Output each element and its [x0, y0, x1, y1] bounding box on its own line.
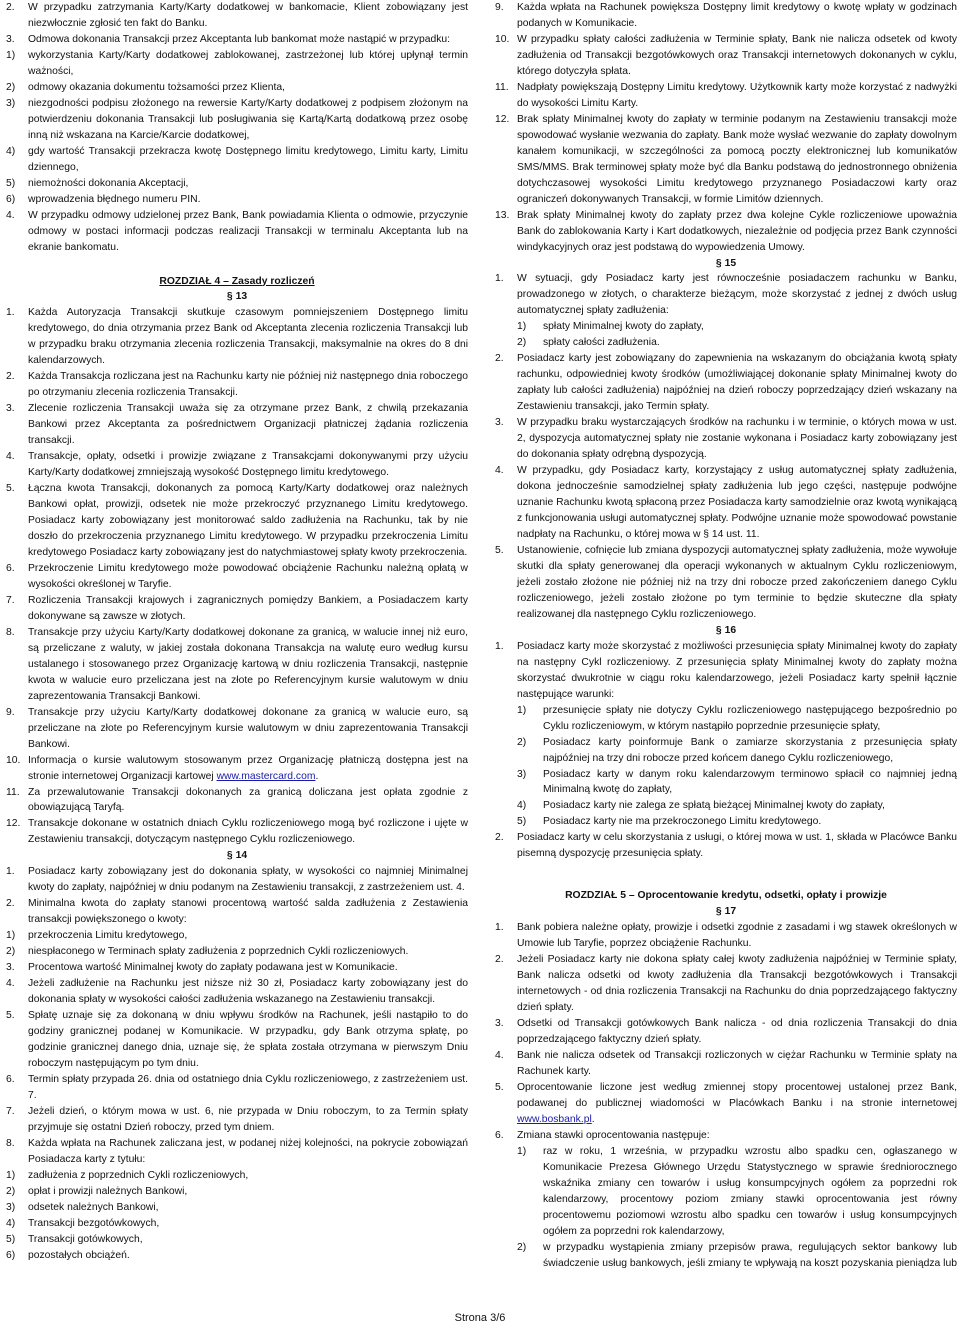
chapter-5-heading: [495, 888, 957, 904]
item-number: 5.: [495, 1081, 504, 1093]
item-text: Brak spłaty Minimalnej kwoty do zapłaty przez dwa kolejne Cykle rozliczeniowe upoważnia Bank do zablokowania Karty i Kart dodatkowych, niezależnie od podjęcia przez Bank czynności windykacyjnych oraz jest podstawą do wypowiedzenia Umowy.: [517, 209, 957, 253]
sub-list-item: [6, 1168, 468, 1184]
list-item: [495, 1048, 957, 1080]
item-number: 5.: [6, 1010, 15, 1022]
item-text: Zlecenie rozliczenia Transakcji uważa się za otrzymane przez Bank, z chwilą przekazania Bankowi przez Akceptanta za pośrednictwem Organizacji płatniczej żądania rozliczenia transakcji.: [28, 403, 468, 447]
item-number: 3): [517, 768, 527, 780]
item-number: 2): [517, 1241, 527, 1253]
list-item: [6, 192, 468, 208]
chapter-title: ROZDZIAŁ 4 – Zasady rozliczeń: [159, 275, 315, 287]
item-text: Termin spłaty przypada 26. dnia od ostatniego dnia Cyklu rozliczeniowego, z zastrzeżeniem ust. 7.: [28, 1073, 468, 1101]
list-item: [495, 415, 957, 463]
list-item: [6, 449, 468, 481]
sub-list-item: [6, 928, 468, 944]
list-item: [6, 1136, 468, 1168]
list-item: [495, 271, 957, 319]
item-number: 6.: [6, 1073, 15, 1085]
list-item: [495, 208, 957, 256]
item-number: 4.: [495, 1050, 504, 1061]
item-number: 4): [6, 145, 16, 157]
item-number: 2): [517, 736, 527, 748]
section-15-heading: § 15: [715, 257, 737, 269]
page-footer: Strona 3/6: [454, 1312, 506, 1324]
list-item: [6, 305, 468, 369]
item-number: 5): [6, 1233, 16, 1245]
item-text: niespłaconego w Terminach spłaty zadłużenia z poprzednich Cykli rozliczeniowych.: [28, 946, 409, 958]
item-number: 1): [517, 704, 527, 716]
list-item: [6, 816, 468, 848]
section-17-heading: § 17: [715, 906, 737, 918]
section-15-item-1-sublist: [495, 319, 957, 351]
section-17-item-6-sublist: [495, 1144, 957, 1272]
item-number: 2.: [6, 371, 15, 383]
sub-list-item: [495, 319, 957, 335]
item-number: 4): [517, 800, 527, 812]
item-number: 13.: [495, 209, 510, 221]
sub-list-item: [495, 767, 957, 799]
list-item: [6, 96, 468, 144]
section-13-list: [6, 305, 468, 752]
item-number: 1.: [6, 307, 15, 319]
section-14-list-right: [495, 0, 957, 256]
item-number: 6): [6, 193, 16, 205]
item-number: 4.: [6, 209, 15, 221]
item-text: Rozliczenia Transakcji krajowych i zagranicznych pomiędzy Bankiem, a Posiadaczem karty dokonywane są zawsze w złotych.: [28, 594, 468, 622]
list-item: [6, 864, 468, 896]
item-number: 2): [6, 81, 16, 93]
item-text-end: .: [591, 1113, 595, 1125]
section-16-list-cont: [495, 830, 957, 862]
section-14-list: [6, 864, 468, 928]
list-item: [495, 0, 957, 32]
item-number: 1): [517, 1145, 527, 1157]
item-number: 2): [517, 337, 527, 349]
item-number: 8.: [6, 1137, 15, 1149]
list-item: [495, 920, 957, 952]
item-number: 2.: [495, 353, 504, 365]
sub-list-item: [6, 944, 468, 960]
list-item: [495, 639, 957, 703]
section-16-list: [495, 639, 957, 703]
section-number: 13: [235, 291, 248, 303]
item-text: Posiadacz karty w danym roku kalendarzowym terminowo spłacił co najmniej jedną Minimalną kwotę do zapłaty,: [543, 768, 957, 796]
item-text: Odmowa dokonania Transakcji przez Akceptanta lub bankomat może nastąpić w przypadku:: [28, 33, 451, 45]
item-number: 6.: [495, 1129, 504, 1141]
section-number: 15: [724, 257, 737, 269]
item-text: odsetek należnych Bankowi,: [28, 1201, 159, 1213]
list-item: [6, 401, 468, 449]
item-number: 5.: [6, 483, 15, 495]
item-text: W przypadku odmowy udzielonej przez Bank, Bank powiadamia Klienta o odmowie, przyczynie odmowy w postaci informacji podczas realizacji Transakcji w terminalu Akceptanta lub na ekranie bankomatu.: [28, 209, 468, 253]
paragraph-4: [6, 208, 468, 256]
item-text: przekroczenia Limitu kredytowego,: [28, 930, 188, 942]
list-item: [495, 112, 957, 208]
list-item: [495, 830, 957, 862]
item-text: Przekroczenie Limitu kredytowego może powodować obciążenie Rachunku należną opłatą w wysokości określonej w Taryfie.: [28, 562, 468, 590]
sub-list-item: [6, 1200, 468, 1216]
item-text: Posiadacz karty w celu skorzystania z usługi, o której mowa w ust. 1, składa w Placówce Banku pisemną dyspozycję przesunięcia spłaty.: [517, 832, 957, 860]
item-text: raz w roku, 1 września, w przypadku wzrostu albo spadku cen, ogłaszanego w Komunikacie Prezesa Głównego Urzędu Statystycznego w sprawie średniorocznego wskaźnika zmiany cen towarów i usług konsumpcyjnych ogółem za poprzedni rok kalendarzowy, procentowy poziom zmiany stawki oprocentowania jest równy procentowemu poziomowi wzrostu albo spadku cen towarów i usług konsumpcyjnych ogółem za poprzedni rok kalendarzowy,: [543, 1145, 957, 1237]
item-number: 1): [6, 930, 16, 942]
item-text: niemożności dokonania Akceptacji,: [28, 177, 189, 189]
item-text: Transakcji gotówkowych,: [28, 1233, 143, 1245]
item-text: wykorzystania Karty/Karty dodatkowej zablokowanej, zastrzeżonej lub której upłynął termin ważności,: [28, 49, 468, 77]
item-number: 9.: [6, 706, 15, 718]
item-text: Transakcje przy użyciu Karty/Karty dodatkowej dokonane za granicą w walucie euro, są przeliczane na złote po Referencyjnym kursie walutowym w dniu zaprezentowania Transakcji Bankowi.: [28, 706, 468, 750]
item-number: 5): [6, 177, 16, 189]
section-number: 14: [235, 850, 248, 862]
sub-list-item: [495, 703, 957, 735]
item-number: 2.: [6, 2, 15, 13]
item-number: 2.: [495, 954, 504, 966]
section-15-list: [495, 271, 957, 319]
right-column: [495, 0, 957, 1272]
section-14-heading: § 14: [226, 850, 248, 862]
section-16-item-1-sublist: [495, 703, 957, 831]
list-item: [6, 144, 468, 176]
item-number: 6): [6, 1249, 16, 1261]
chapter-4-heading: [6, 274, 468, 290]
list-item: [6, 960, 468, 976]
item-text: W przypadku braku wystarczających środków na rachunku i w terminie, o których mowa w ust. 2, dyspozycja automatycznej spłaty nie zostanie wykonana i Posiadacz karty zobowiązany jest do dokonania spłaty odrębną dyspozycją.: [517, 417, 957, 461]
item-text: Transakcje przy użyciu Karty/Karty dodatkowej dokonane za granicą, w walucie innej niż euro, są przeliczane z waluty, w jakiej została dokonana Transakcja na walutę euro według kursu ustalanego i stosowanego przez Organizację kartową w dniu rozliczenia Transakcji, następnie kwota w walucie euro przeliczana jest na złote po Referencyjnym kursie walutowym w dniu zaprezentowania Transakcji Bankowi.: [28, 626, 468, 702]
item-number: 7.: [6, 594, 15, 606]
item-number: 10.: [495, 33, 510, 45]
section-14-item-8-sublist: [6, 1168, 468, 1264]
item-number: 1): [6, 49, 16, 61]
item-text: Transakcje dokonane w ostatnich dniach Cyklu rozliczeniowego mogą być rozliczone i ujęte w Zestawieniu transakcji, dotyczącym następnego Cyklu rozliczeniowego.: [28, 818, 468, 846]
list-item: [495, 351, 957, 415]
item-number: 3.: [6, 33, 15, 45]
item-number: 4.: [6, 451, 15, 463]
section-17-list: [495, 920, 957, 1080]
item-text: Każda wpłata na Rachunek powiększa Dostępny limit kredytowy o kwotę wpłaty w godzinach podanych w Komunikacie.: [517, 2, 957, 29]
item-text: W przypadku, gdy Posiadacz karty, korzystający z usług automatycznej spłaty zadłużenia, dokona jednocześnie samodzielnej spłaty zadłużenia lub jego części, następuje podwójne uznanie Rachunku kwotą spłaconą przez Posiadacza karty samodzielnie oraz kwotą wynikającą z funkcjonowania usługi automatycznej spłaty. Podwójne uznanie może spowodować powstanie nadpłaty na Rachunku, o której mowa w § 14 ust. 11.: [517, 465, 957, 540]
item-number: 7.: [6, 1105, 15, 1117]
item-number: 1.: [495, 922, 504, 934]
item-number: 12.: [6, 818, 21, 830]
sub-list-item: [6, 1232, 468, 1248]
item-text: Posiadacz karty zobowiązany jest do dokonania spłaty, w wysokości co najmniej Minimalnej kwoty do zapłaty, najpóźniej w dniu podanym na Zestawieniu transakcji, z zastrzeżeniem ust. 4.: [28, 866, 468, 894]
list-item: [495, 463, 957, 543]
item-text: Posiadacz karty nie zalega ze spłatą bieżącej Minimalnej kwoty do zapłaty,: [543, 800, 885, 812]
item-text: Informacja o kursie walutowym stosowanym przez Organizację płatniczą dostępna jest na stronie internetowej Organizacji kartowej: [28, 754, 468, 782]
item-number: 3.: [6, 403, 15, 415]
item-text: opłat i prowizji należnych Bankowi,: [28, 1185, 188, 1197]
sub-list-item: [495, 798, 957, 814]
list-item: [495, 543, 957, 623]
sub-list-item: [495, 335, 957, 351]
item-text: W przypadku zatrzymania Karty/Karty dodatkowej w bankomacie, Klient zobowiązany jest niezwłocznie zgłosić ten fakt do Banku.: [28, 2, 468, 29]
item-text: Posiadacz karty nie ma przekroczonego Limitu kredytowego.: [543, 816, 822, 828]
paragraph-2: [6, 0, 468, 32]
list-item: [495, 80, 957, 112]
item-text: W sytuacji, gdy Posiadacz karty jest równocześnie posiadaczem rachunku w Banku, prowadzonego w złotych, o charakterze bieżącym, może skorzystać z jednej z dwóch usług automatycznej spłaty zadłużenia:: [517, 273, 957, 317]
item-number: 1.: [495, 640, 504, 652]
list-item: [495, 1016, 957, 1048]
section-16-heading: § 16: [715, 624, 737, 636]
item-number: 3): [6, 97, 16, 109]
sub-list-item: [6, 1216, 468, 1232]
item-number: 3.: [495, 417, 504, 429]
item-text: Odsetki od Transakcji gotówkowych Bank nalicza - od dnia rozliczenia Transakcji do dnia poprzedzającego faktyczny dzień spłaty.: [517, 1018, 957, 1046]
item-number: 4): [6, 1217, 16, 1229]
item-text: Ustanowienie, cofnięcie lub zmiana dyspozycji automatycznej spłaty zadłużenia, może wywołuje skutki dla spłaty generowanej dla operacji wykonanych w aktualnym Cyklu rozliczeniowym, jeżeli zostało złożone nie później niż na trzy dni robocze przed zakończeniem danego Cyklu rozliczeniowego, jeżeli zostało złożone po tym terminie to będzie skuteczne dla spłaty realizowanej dla następnego Cyklu rozliczeniowego.: [517, 544, 957, 620]
item-number: 11.: [6, 786, 20, 798]
sub-list-item: [495, 1144, 957, 1240]
item-number: 12.: [495, 113, 510, 125]
item-number: 2): [6, 1185, 16, 1197]
list-item: [6, 976, 468, 1008]
section-13-item-10: [6, 753, 468, 785]
item-text: w przypadku wystąpienia zmiany przepisów prawa, regulujących sektor bankowy lub świadczenie usług bankowych, jeśli zmiany te wpływają na koszt pozyskania pieniądza lub: [543, 1241, 957, 1269]
item-number: 2.: [495, 832, 504, 844]
list-item: [6, 48, 468, 80]
sub-list-item: [495, 735, 957, 767]
item-text: Jeżeli Posiadacz karty nie dokona spłaty całej kwoty zadłużenia najpóźniej w Terminie spłaty, Bank nalicza odsetki od kwoty zadłużenia dla Transakcji bezgotówkowych i Transakcji internetowych - od dnia rozliczenia Transakcji na Rachunku do dnia poprzedzającego faktyczny dzień spłaty.: [517, 954, 957, 1014]
sub-list-item: [495, 1240, 957, 1272]
list-item: [6, 705, 468, 753]
list-item: [495, 952, 957, 1016]
item-text: niezgodności podpisu złożonego na rewersie Karty/Karty dodatkowej z podpisem złożonym na potwierdzeniu dokonania Transakcji lub posługiwania się Kartą/Kartą dodatkową przez osobę inną niż wskazana na Karcie/Karcie dodatkowej,: [28, 97, 468, 141]
item-text: Brak spłaty Minimalnej kwoty do zapłaty w terminie podanym na Zestawieniu transakcji może spowodować wysłanie wezwania do zapłaty. Bank może wysłać wezwanie do zapłaty dowolnym kanałem komunikacji, w szczególności za pomocą poczty elektronicznej lub komunikatów SMS/MMS. Brak terminowej spłaty może być dla Banku podstawą do jednostronnego obniżenia dotychczasowej wysokości Limitu kredytowego przyznanego Posiadaczowi karty oraz ograniczeń dokonywanych Transakcji, w formie Limitów dziennych.: [517, 113, 957, 205]
list-item: [6, 369, 468, 401]
item-text: przesunięcie spłaty nie dotyczy Cyklu rozliczeniowego następującego bezpośrednio po Cyklu rozliczeniowym, w którym nastąpiło poprzednie przesunięcie spłaty,: [543, 704, 957, 732]
item-number: 5): [517, 816, 527, 828]
item-text: Posiadacz karty jest zobowiązany do zapewnienia na wskazanym do obciążania kwotą spłaty rachunku, odpowiedniej kwoty środków (umożliwiającej dokonanie spłaty Minimalnej kwoty do zapłaty lub całości zadłużenia) najpóźniej na dzień roboczy poprzedzający dzień wskazany na Zestawieniu transakcji, jako Termin spłaty.: [517, 353, 957, 413]
item-number: 1): [6, 1169, 16, 1181]
item-text: Transakcje, opłaty, odsetki i prowizje związane z Transakcjami dokonywanymi przy użyciu Karty/Karty dodatkowej zmniejszają wysokość Dostępnego limitu kredytowego.: [28, 451, 468, 479]
list-item: [6, 80, 468, 96]
item-number: 9.: [495, 2, 504, 13]
bosbank-link[interactable]: www.bosbank.pl: [517, 1113, 592, 1125]
item-text: Oprocentowanie liczone jest według zmiennej stopy procentowej ustalonej przez Bank, podawanej do publicznej wiadomości w Placówkach Banku i na stronie internetowej: [517, 1081, 957, 1109]
item-text: spłaty Minimalnej kwoty do zapłaty,: [543, 321, 704, 333]
list-item: [6, 1072, 468, 1104]
item-number: 3.: [6, 962, 15, 974]
chapter-title: ROZDZIAŁ 5 – Oprocentowanie kredytu, odsetki, opłaty i prowizje: [565, 890, 887, 902]
item-number: 2.: [6, 898, 15, 910]
list-item: [6, 593, 468, 625]
list-item: [6, 625, 468, 705]
list-item: [495, 32, 957, 80]
section-15-list-cont: [495, 351, 957, 622]
sub-list-item: [6, 1248, 468, 1264]
item-number: 1.: [495, 273, 504, 285]
item-text: wprowadzenia błędnego numeru PIN.: [28, 193, 201, 205]
list-item: [6, 176, 468, 192]
left-column: [6, 0, 468, 1264]
item-text: Każda Autoryzacja Transakcji skutkuje czasowym pomniejszeniem Dostępnego limitu kredytowego, do dnia otrzymania przez Bank od Akceptanta zlecenia rozliczenia Transakcji lub w przypadku braku otrzymania zlecenia rozliczenia Transakcji, maksymalnie na okres do 8 dni kalendarzowych.: [28, 307, 468, 367]
item-number: 11.: [495, 81, 509, 93]
sub-list-item: [495, 814, 957, 830]
item-text: Jeżeli zadłużenie na Rachunku jest niższe niż 30 zł, Posiadacz karty zobowiązany jest do dokonania spłaty w wysokości całości zadłużenia wskazanego na Zestawieniu transakcji.: [28, 978, 468, 1006]
item-text: Nadpłaty powiększają Dostępny Limitu kredytowy. Użytkownik karty może korzystać z nadwyżki do wysokości Limitu Karty.: [517, 81, 957, 109]
item-number: 4.: [495, 465, 504, 477]
item-text: Posiadacz karty może skorzystać z możliwości przesunięcia spłaty Minimalnej kwoty do zapłaty na następny Cykl rozliczeniowy. Z przesunięcia spłaty Minimalnej kwoty do zapłaty można skorzystać dwukrotnie w ciągu roku kalendarzowego, jeżeli Posiadacz karty spełnił łącznie następujące warunki:: [517, 640, 957, 700]
section-13-heading: § 13: [226, 291, 248, 303]
section-14-list-cont: [6, 960, 468, 1168]
item-text: Transakcji bezgotówkowych,: [28, 1217, 160, 1229]
item-number: 3.: [495, 1018, 504, 1030]
item-text: spłaty całości zadłużenia.: [543, 337, 660, 349]
section-13-list-cont: [6, 785, 468, 849]
list-item: [6, 561, 468, 593]
paragraph-3-sublist: [6, 48, 468, 208]
section-17-item-6: [495, 1128, 957, 1144]
item-text: Jeżeli dzień, o którym mowa w ust. 6, nie przypada w Dniu roboczym, to za Termin spłaty przyjmuje się ostatni Dzień roboczy, przed tym dniem.: [28, 1105, 468, 1133]
sub-list-item: [6, 1184, 468, 1200]
list-item: [6, 481, 468, 561]
item-text: Posiadacz karty poinformuje Bank o zamiarze skorzystania z przesunięcia spłaty najpóźniej na trzy dni robocze przed końcem danego Cyklu rozliczeniowego,: [543, 736, 957, 764]
list-item: [6, 785, 468, 817]
item-text: Bank nie nalicza odsetek od Transakcji rozliczonych w ciężar Rachunku w Terminie spłaty na Rachunek karty.: [517, 1050, 957, 1077]
item-text: zadłużenia z poprzednich Cykli rozliczeniowych,: [28, 1169, 249, 1181]
item-number: 1): [517, 321, 527, 333]
item-text: W przypadku spłaty całości zadłużenia w Terminie spłaty, Bank nie nalicza odsetek od kwoty zadłużenia od Transakcji bezgotówkowych oraz Transakcji internetowych dokonanych w cyklu, którego dotyczyła spłata.: [517, 33, 957, 77]
item-text: odmowy okazania dokumentu tożsamości przez Klienta,: [28, 81, 285, 93]
item-text: Za przewalutowanie Transakcji dokonanych za granicą doliczana jest opłata zgodnie z obowiązującą Taryfą.: [28, 786, 468, 814]
item-number: 2): [6, 946, 16, 958]
section-17-item-5: [495, 1080, 957, 1128]
item-text-end: .: [315, 770, 319, 782]
section-number: 17: [724, 906, 737, 918]
item-text: Łączna kwota Transakcji, dokonanych za pomocą Karty/Karty dodatkowej oraz należnych Bankowi opłat, prowizji, odsetek nie może przekroczyć przyznanego Limitu kredytowego. Posiadacz karty zobowiązany jest monitorować saldo zadłużenia na Rachunku, tak by nie doszło do przekroczenia przyznanego Limitu kredytowego. W przypadku przekroczenia Limitu kredytowego Posiadacz karty zobowiązany jest do natychmiastowej spłaty kwoty przekroczenia.: [28, 483, 468, 558]
list-item: [6, 1008, 468, 1072]
item-number: 3): [6, 1201, 16, 1213]
item-text: Każda Transakcja rozliczana jest na Rachunku karty nie później niż następnego dnia roboczego po otrzymaniu zlecenia rozliczenia Transakcji.: [28, 371, 468, 399]
mastercard-link[interactable]: www.mastercard.com: [216, 770, 316, 782]
item-number: 6.: [6, 562, 15, 574]
item-number: 10.: [6, 754, 21, 766]
item-text: Spłatę uznaje się za dokonaną w dniu wpływu środków na Rachunek, jeśli nastąpiło to do godziny granicznej podanej w Komunikacie. W przypadku, gdy Bank otrzyma spłatę, po godzinie granicznej danego dnia, uznaje się, że spłata została otrzymana w pierwszym Dniu roboczym następującym po tym dniu.: [28, 1010, 468, 1069]
item-text: Minimalna kwota do zapłaty stanowi procentową wartość salda zadłużenia z Zestawienia transakcji powiększonego o kwoty:: [28, 898, 468, 926]
item-text: Zmiana stawki oprocentowania następuje:: [517, 1129, 710, 1141]
paragraph-3: [6, 32, 468, 48]
section-14-item-2-sublist: [6, 928, 468, 960]
list-item: [6, 896, 468, 928]
item-number: 4.: [6, 978, 15, 990]
item-number: 8.: [6, 626, 15, 638]
item-number: 1.: [6, 866, 15, 878]
item-text: Procentowa wartość Minimalnej kwoty do zapłaty podawana jest w Komunikacie.: [28, 962, 398, 974]
item-number: 5.: [495, 544, 504, 556]
section-number: 16: [724, 624, 737, 636]
item-text: pozostałych obciążeń.: [28, 1249, 130, 1261]
list-item: [6, 1104, 468, 1136]
item-text: Bank pobiera należne opłaty, prowizje i odsetki zgodnie z zasadami i wg stawek określonych w Umowie lub Taryfie, poprzez obciążenie Rachunku.: [517, 922, 957, 950]
item-text: Każda wpłata na Rachunek zaliczana jest, w podanej niżej kolejności, na pokrycie zobowiązań Posiadacza karty z tytułu:: [28, 1137, 468, 1165]
item-text: gdy wartość Transakcji przekracza kwotę Dostępnego limitu kredytowego, Limitu karty, Limitu dziennego,: [28, 145, 468, 173]
